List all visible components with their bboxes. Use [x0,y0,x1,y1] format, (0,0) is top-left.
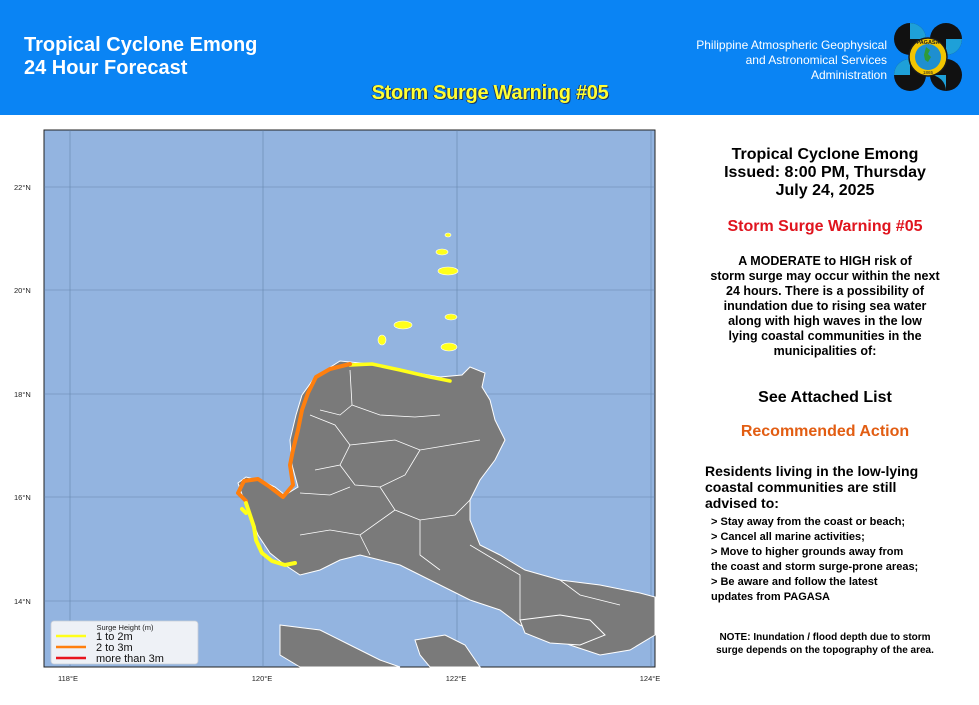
agency-name [696,38,887,83]
lon-label: 122°E [445,674,467,683]
issued-date: July 24, 2025 [775,182,875,199]
lat-label: 18°N [14,390,31,399]
lon-label: 124°E [639,674,661,683]
action-item: updates from PAGASA [711,591,830,603]
map-legend [51,621,198,665]
lon-labels [58,674,660,683]
risk-line: along with high waves in the low [728,314,922,328]
cyclone-name: Tropical Cyclone Emong [731,146,919,163]
legend-label-3: more than 3m [96,653,164,665]
legend-label-1: 1 to 2m [96,631,133,643]
note-line-2: surge depends on the topography of the area. [716,645,934,656]
risk-description [690,254,960,359]
warning-title: Storm Surge Warning #05 [727,218,923,235]
action-item: > Move to higher grounds away from [711,546,904,558]
action-item: > Be aware and follow the latest [711,576,878,588]
risk-line: inundation due to rising sea water [723,299,927,313]
lat-labels [14,183,31,606]
surge-map [0,115,680,705]
risk-line: municipalities of: [773,344,877,358]
advice-line: coastal communities are still [705,479,897,495]
action-item: > Cancel all marine activities; [711,531,865,543]
lat-label: 14°N [14,597,31,606]
advice-line: Residents living in the low-lying [705,463,919,479]
action-item: > Stay away from the coast or beach; [711,516,906,528]
topography-note [690,631,960,657]
lon-label: 120°E [251,674,273,683]
recommended-action-heading: Recommended Action [740,423,910,440]
see-attached-list: See Attached List [758,389,892,406]
lat-label: 16°N [14,493,31,502]
title-line-2: 24 Hour Forecast [24,57,188,79]
action-item: the coast and storm surge-prone areas; [711,561,919,573]
pagasa-logo-icon [893,22,963,92]
info-panel [690,146,960,657]
lon-label: 118°E [58,674,78,683]
agency-line-1: Philippine Atmospheric Geophysical [696,38,887,52]
lat-label: 22°N [14,183,31,192]
map-svg [0,115,680,705]
risk-line: 24 hours. There is a possibility of [726,284,924,298]
header-banner [0,0,979,115]
note-line-1: NOTE: Inundation / flood depth due to storm [719,632,931,643]
risk-line: storm surge may occur within the next [710,269,940,283]
advice-text [690,463,960,511]
legend-title: Surge Height (m) [96,623,154,632]
issued-time: Issued: 8:00 PM, Thursday [724,164,926,181]
cyclone-info [690,146,960,200]
logo-year: 1865 [922,70,934,75]
warning-subtitle: Storm Surge Warning #05 [371,82,609,104]
logo-text: PAGASA [916,40,940,46]
action-list [690,515,960,605]
legend-label-2: 2 to 3m [96,642,133,654]
lat-label: 20°N [14,286,31,295]
title-line-1: Tropical Cyclone Emong [24,34,258,56]
advice-line: advised to: [705,495,779,511]
agency-line-3: Administration [810,68,887,82]
risk-line: A MODERATE to HIGH risk of [738,254,912,268]
agency-line-2: and Astronomical Services [745,53,887,67]
page-title [24,34,257,80]
risk-line: lying coastal communities in the [728,329,922,343]
